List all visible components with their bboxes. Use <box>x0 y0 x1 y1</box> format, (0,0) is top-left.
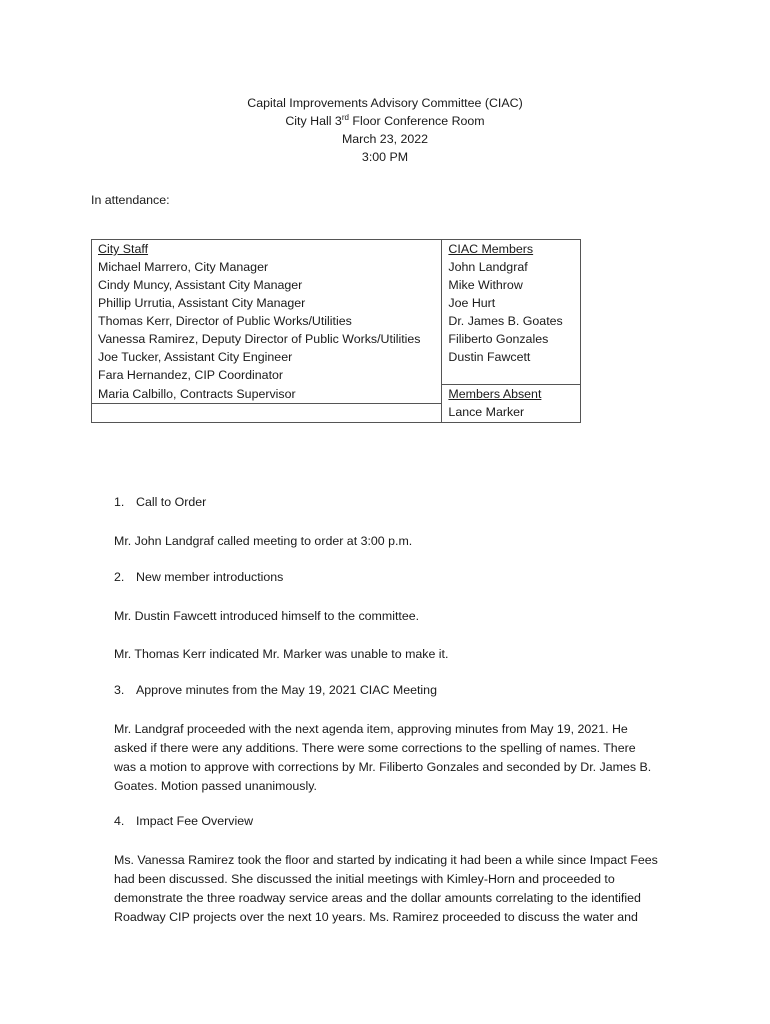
agenda-number: 1. <box>114 495 125 509</box>
table-row <box>92 348 581 366</box>
agenda-title: Approve minutes from the May 19, 2021 CIAC Meeting <box>136 683 437 697</box>
agenda-item <box>114 814 253 828</box>
staff-cell: Thomas Kerr, Director of Public Works/Utilities <box>92 312 442 330</box>
agenda-title: Impact Fee Overview <box>136 814 254 828</box>
table-row <box>92 403 581 422</box>
table-row <box>92 276 581 294</box>
minutes-paragraph: Mr. Landgraf proceeded with the next agenda item, approving minutes from May 19, 2021. He asked if there were any additions. There were some corrections to the spelling of names. There was a motion to approve with corrections by Mr. Filiberto Gonzales and seconded by Dr. James B. Goates. Motion passed unanimously. <box>114 722 652 793</box>
member-cell: Filiberto Gonzales <box>442 330 581 348</box>
staff-cell: Phillip Urrutia, Assistant City Manager <box>92 294 442 312</box>
table-row <box>92 258 581 276</box>
staff-cell: Cindy Muncy, Assistant City Manager <box>92 276 442 294</box>
staff-cell-empty <box>92 403 442 422</box>
agenda-item <box>114 683 437 697</box>
staff-header: City Staff <box>92 240 442 259</box>
staff-cell: Fara Hernandez, CIP Coordinator <box>92 366 442 385</box>
agenda-item <box>114 570 283 584</box>
agenda-number: 2. <box>114 570 125 584</box>
minutes-paragraph: Mr. John Landgraf called meeting to order at 3:00 p.m. <box>114 534 413 548</box>
agenda-title: New member introductions <box>136 570 284 584</box>
location-suffix: Floor Conference Room <box>348 114 485 128</box>
document-header <box>0 94 770 166</box>
members-header: CIAC Members <box>442 240 581 259</box>
table-row <box>92 366 581 385</box>
table-row <box>92 312 581 330</box>
table-row <box>92 385 581 404</box>
member-cell-empty <box>442 366 581 385</box>
absent-header: Members Absent <box>442 385 581 404</box>
minutes-paragraph: Mr. Dustin Fawcett introduced himself to the committee. <box>114 609 420 623</box>
staff-cell: Joe Tucker, Assistant City Engineer <box>92 348 442 366</box>
meeting-time: 3:00 PM <box>361 150 409 164</box>
member-cell: Dr. James B. Goates <box>442 312 581 330</box>
agenda-title: Call to Order <box>136 495 207 509</box>
location-prefix: City Hall 3 <box>285 114 342 128</box>
staff-cell: Michael Marrero, City Manager <box>92 258 442 276</box>
member-cell: Dustin Fawcett <box>442 348 581 366</box>
member-cell: Mike Withrow <box>442 276 581 294</box>
table-row <box>92 330 581 348</box>
attendance-table <box>91 239 581 423</box>
absent-cell: Lance Marker <box>442 403 581 422</box>
member-cell: John Landgraf <box>442 258 581 276</box>
agenda-item <box>114 495 206 509</box>
table-row <box>92 294 581 312</box>
location-superscript: rd <box>341 112 349 122</box>
committee-title: Capital Improvements Advisory Committee (CIAC) <box>247 96 523 110</box>
agenda-number: 4. <box>114 814 125 828</box>
table-row <box>92 240 581 259</box>
meeting-location <box>0 112 770 130</box>
staff-cell: Maria Calbillo, Contracts Supervisor <box>92 385 442 404</box>
attendance-label: In attendance: <box>91 193 170 207</box>
agenda-number: 3. <box>114 683 125 697</box>
member-cell: Joe Hurt <box>442 294 581 312</box>
staff-cell: Vanessa Ramirez, Deputy Director of Public Works/Utilities <box>92 330 442 348</box>
meeting-date: March 23, 2022 <box>341 132 429 146</box>
minutes-paragraph: Mr. Thomas Kerr indicated Mr. Marker was unable to make it. <box>114 647 449 661</box>
minutes-paragraph: Ms. Vanessa Ramirez took the floor and started by indicating it had been a while since Impact Fees had been discussed. She discussed the initial meetings with Kimley-Horn and proceeded to demonstrate the three roadway service areas and the dollar amounts correlating to the identified Roadway CIP projects over the next 10 years. Ms. Ramirez proceeded to discuss the water and <box>114 853 658 924</box>
